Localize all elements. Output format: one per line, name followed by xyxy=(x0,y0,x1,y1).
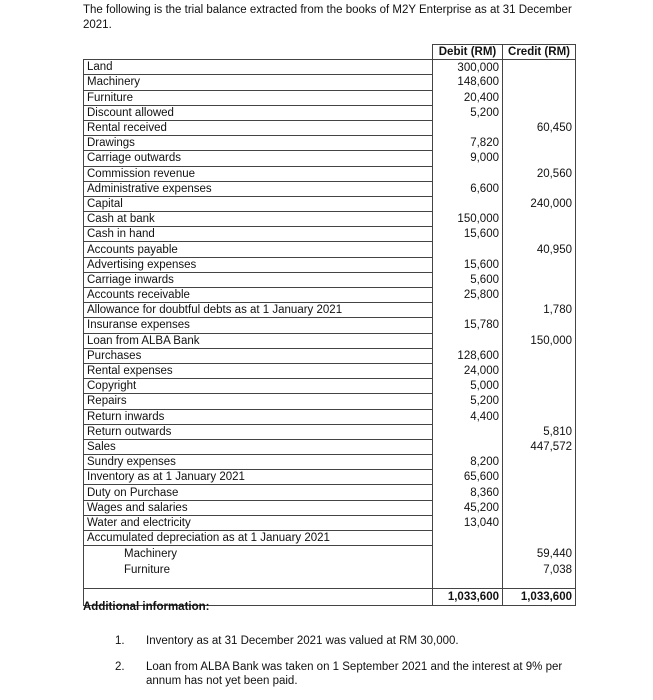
debit-cell: 13,040 xyxy=(433,515,503,530)
credit-cell xyxy=(503,409,576,424)
credit-cell xyxy=(503,136,576,151)
total-debit: 1,033,600 xyxy=(433,589,503,606)
debit-cell: 15,780 xyxy=(433,318,503,333)
additional-info-title: Additional information: xyxy=(83,601,210,613)
debit-cell: 5,200 xyxy=(433,105,503,120)
credit-cell: 20,560 xyxy=(503,166,576,181)
credit-cell xyxy=(503,257,576,272)
account-cell: Cash at bank xyxy=(84,212,433,227)
debit-cell: 20,400 xyxy=(433,90,503,105)
credit-cell: 5,810 xyxy=(503,424,576,439)
credit-cell: 60,450 xyxy=(503,120,576,135)
credit-cell xyxy=(503,470,576,485)
debit-cell xyxy=(433,303,503,318)
account-cell: Carriage outwards xyxy=(84,151,433,166)
account-cell: Carriage inwards xyxy=(84,272,433,287)
debit-cell: 25,800 xyxy=(433,288,503,303)
table-row xyxy=(84,439,576,454)
account-cell: Inventory as at 1 January 2021 xyxy=(84,470,433,485)
account-cell: Water and electricity xyxy=(84,515,433,530)
table-row xyxy=(84,409,576,424)
account-cell: Capital xyxy=(84,196,433,211)
note-text: Inventory as at 31 December 2021 was valued at RM 30,000. xyxy=(146,635,459,647)
table-header-row xyxy=(84,45,576,60)
credit-cell: 1,780 xyxy=(503,303,576,318)
debit-cell: 6,600 xyxy=(433,181,503,196)
debit-cell: 4,400 xyxy=(433,409,503,424)
debit-cell xyxy=(433,562,503,578)
credit-cell: 59,440 xyxy=(503,546,576,563)
account-cell: Advertising expenses xyxy=(84,257,433,272)
blank-row xyxy=(84,578,576,589)
credit-cell xyxy=(503,363,576,378)
credit-cell xyxy=(503,212,576,227)
credit-cell xyxy=(503,151,576,166)
debit-cell xyxy=(433,546,503,563)
credit-cell xyxy=(503,394,576,409)
account-cell: Repairs xyxy=(84,394,433,409)
account-cell: Machinery xyxy=(84,546,433,563)
table-row xyxy=(84,166,576,181)
table-row xyxy=(84,257,576,272)
table-row xyxy=(84,515,576,530)
debit-cell: 128,600 xyxy=(433,348,503,363)
table-row xyxy=(84,500,576,515)
account-cell: Furniture xyxy=(84,90,433,105)
credit-cell xyxy=(503,272,576,287)
blank-cell xyxy=(84,578,433,589)
debit-cell: 15,600 xyxy=(433,257,503,272)
account-cell: Loan from ALBA Bank xyxy=(84,333,433,348)
debit-cell: 15,600 xyxy=(433,227,503,242)
table-row xyxy=(84,455,576,470)
note-text: Loan from ALBA Bank was taken on 1 September 2021 and the interest at 9% per annum has not yet been paid. xyxy=(146,661,563,687)
credit-cell xyxy=(503,60,576,75)
credit-cell xyxy=(503,318,576,333)
account-cell: Machinery xyxy=(84,75,433,90)
debit-cell: 45,200 xyxy=(433,500,503,515)
credit-cell: 40,950 xyxy=(503,242,576,257)
table-row xyxy=(84,485,576,500)
table-body xyxy=(84,60,576,606)
account-cell: Wages and salaries xyxy=(84,500,433,515)
credit-cell xyxy=(503,181,576,196)
table-row xyxy=(84,303,576,318)
account-cell: Allowance for doubtful debts as at 1 January 2021 xyxy=(84,303,433,318)
table-row xyxy=(84,75,576,90)
credit-cell xyxy=(503,515,576,530)
debit-cell: 8,200 xyxy=(433,455,503,470)
table-row xyxy=(84,196,576,211)
account-cell: Accounts payable xyxy=(84,242,433,257)
credit-cell xyxy=(503,500,576,515)
table-row xyxy=(84,105,576,120)
table-row xyxy=(84,288,576,303)
account-cell: Furniture xyxy=(84,562,433,578)
account-cell: Land xyxy=(84,60,433,75)
credit-cell xyxy=(503,288,576,303)
table-row xyxy=(84,120,576,135)
blank-cell xyxy=(433,578,503,589)
table-row xyxy=(84,424,576,439)
table-row xyxy=(84,90,576,105)
table-row xyxy=(84,333,576,348)
table-row xyxy=(84,212,576,227)
table-row xyxy=(84,318,576,333)
intro-text: The following is the trial balance extracted from the books of M2Y Enterprise as at 31 December 2021. xyxy=(83,4,572,31)
account-cell: Accumulated depreciation as at 1 January 2021 xyxy=(84,531,433,546)
table-row xyxy=(84,151,576,166)
account-cell: Commission revenue xyxy=(84,166,433,181)
table-row xyxy=(84,394,576,409)
debit-cell: 5,600 xyxy=(433,272,503,287)
account-cell: Administrative expenses xyxy=(84,181,433,196)
table-row xyxy=(84,379,576,394)
total-credit: 1,033,600 xyxy=(503,589,576,606)
account-cell: Sundry expenses xyxy=(84,455,433,470)
debit-cell: 9,000 xyxy=(433,151,503,166)
account-cell: Cash in hand xyxy=(84,227,433,242)
account-cell: Rental received xyxy=(84,120,433,135)
table-row xyxy=(84,546,576,563)
table-row xyxy=(84,242,576,257)
account-cell: Discount allowed xyxy=(84,105,433,120)
credit-cell: 7,038 xyxy=(503,562,576,578)
debit-cell xyxy=(433,120,503,135)
credit-cell: 150,000 xyxy=(503,333,576,348)
debit-cell xyxy=(433,531,503,546)
credit-cell xyxy=(503,227,576,242)
table-row xyxy=(84,272,576,287)
note-number: 1. xyxy=(115,635,125,647)
account-cell: Return inwards xyxy=(84,409,433,424)
table-row xyxy=(84,136,576,151)
credit-cell xyxy=(503,455,576,470)
credit-cell: 447,572 xyxy=(503,439,576,454)
debit-cell: 148,600 xyxy=(433,75,503,90)
blank-cell xyxy=(503,578,576,589)
account-cell: Copyright xyxy=(84,379,433,394)
table-row xyxy=(84,348,576,363)
table-row xyxy=(84,60,576,75)
debit-cell: 300,000 xyxy=(433,60,503,75)
note-number: 2. xyxy=(115,661,125,673)
debit-cell xyxy=(433,166,503,181)
credit-cell xyxy=(503,105,576,120)
credit-cell xyxy=(503,379,576,394)
account-cell: Accounts receivable xyxy=(84,288,433,303)
account-cell: Purchases xyxy=(84,348,433,363)
debit-cell: 5,000 xyxy=(433,379,503,394)
account-cell: Sales xyxy=(84,439,433,454)
debit-cell: 5,200 xyxy=(433,394,503,409)
debit-cell xyxy=(433,196,503,211)
debit-cell xyxy=(433,439,503,454)
credit-cell: 240,000 xyxy=(503,196,576,211)
credit-cell xyxy=(503,348,576,363)
trial-balance-table xyxy=(83,44,576,606)
table-row xyxy=(84,363,576,378)
credit-cell xyxy=(503,75,576,90)
debit-cell: 65,600 xyxy=(433,470,503,485)
debit-cell: 24,000 xyxy=(433,363,503,378)
debit-cell xyxy=(433,424,503,439)
table-row xyxy=(84,531,576,546)
debit-cell xyxy=(433,242,503,257)
table-row xyxy=(84,227,576,242)
table-row xyxy=(84,470,576,485)
account-cell: Rental expenses xyxy=(84,363,433,378)
debit-cell: 150,000 xyxy=(433,212,503,227)
account-cell: Insuranse expenses xyxy=(84,318,433,333)
header-credit: Credit (RM) xyxy=(503,45,576,60)
table-row xyxy=(84,181,576,196)
credit-cell xyxy=(503,485,576,500)
account-cell: Drawings xyxy=(84,136,433,151)
header-debit: Debit (RM) xyxy=(433,45,503,60)
credit-cell xyxy=(503,90,576,105)
header-account xyxy=(84,45,433,60)
debit-cell: 8,360 xyxy=(433,485,503,500)
table-row xyxy=(84,562,576,578)
debit-cell: 7,820 xyxy=(433,136,503,151)
debit-cell xyxy=(433,333,503,348)
credit-cell xyxy=(503,531,576,546)
account-cell: Duty on Purchase xyxy=(84,485,433,500)
account-cell: Return outwards xyxy=(84,424,433,439)
